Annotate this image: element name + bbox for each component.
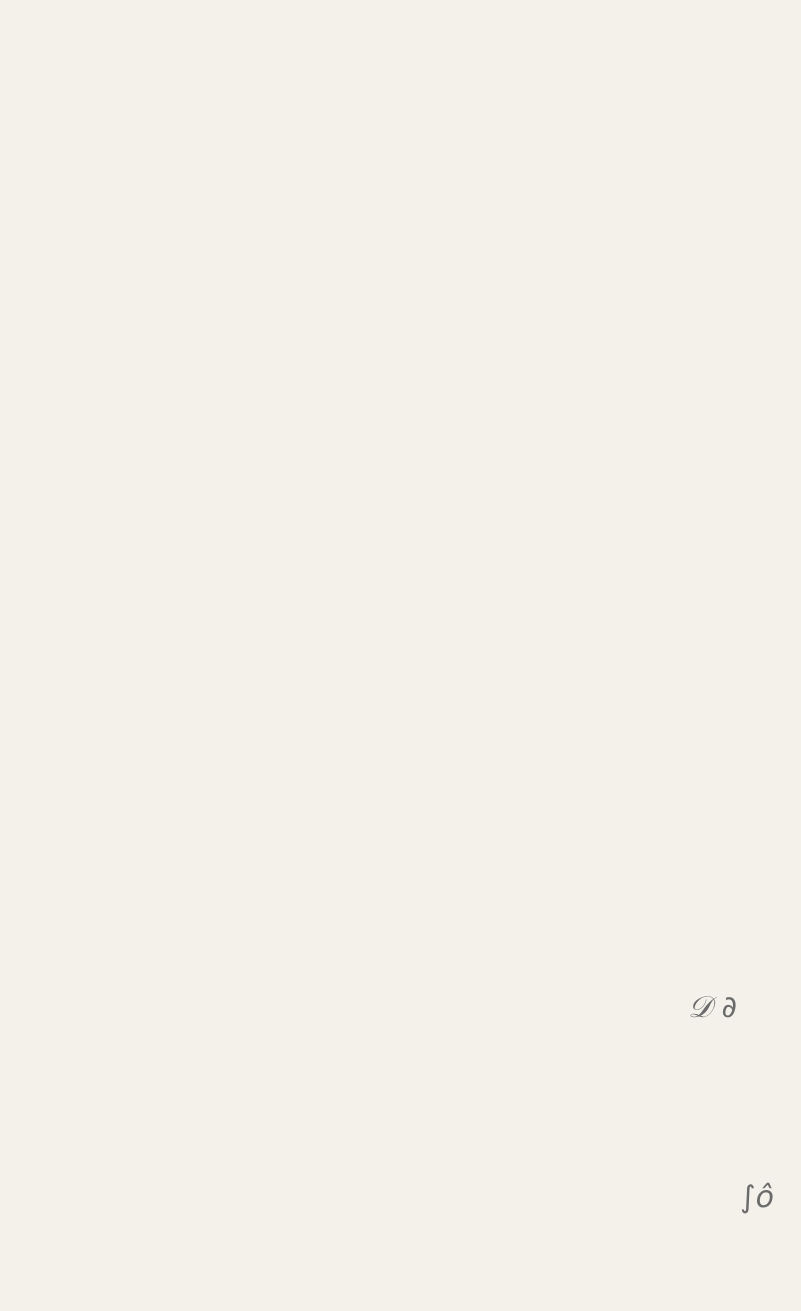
handwritten-annotation-icon: 𝒟 ∂ <box>688 990 737 1025</box>
handwritten-annotation-icon: ∫ô <box>740 1180 774 1215</box>
